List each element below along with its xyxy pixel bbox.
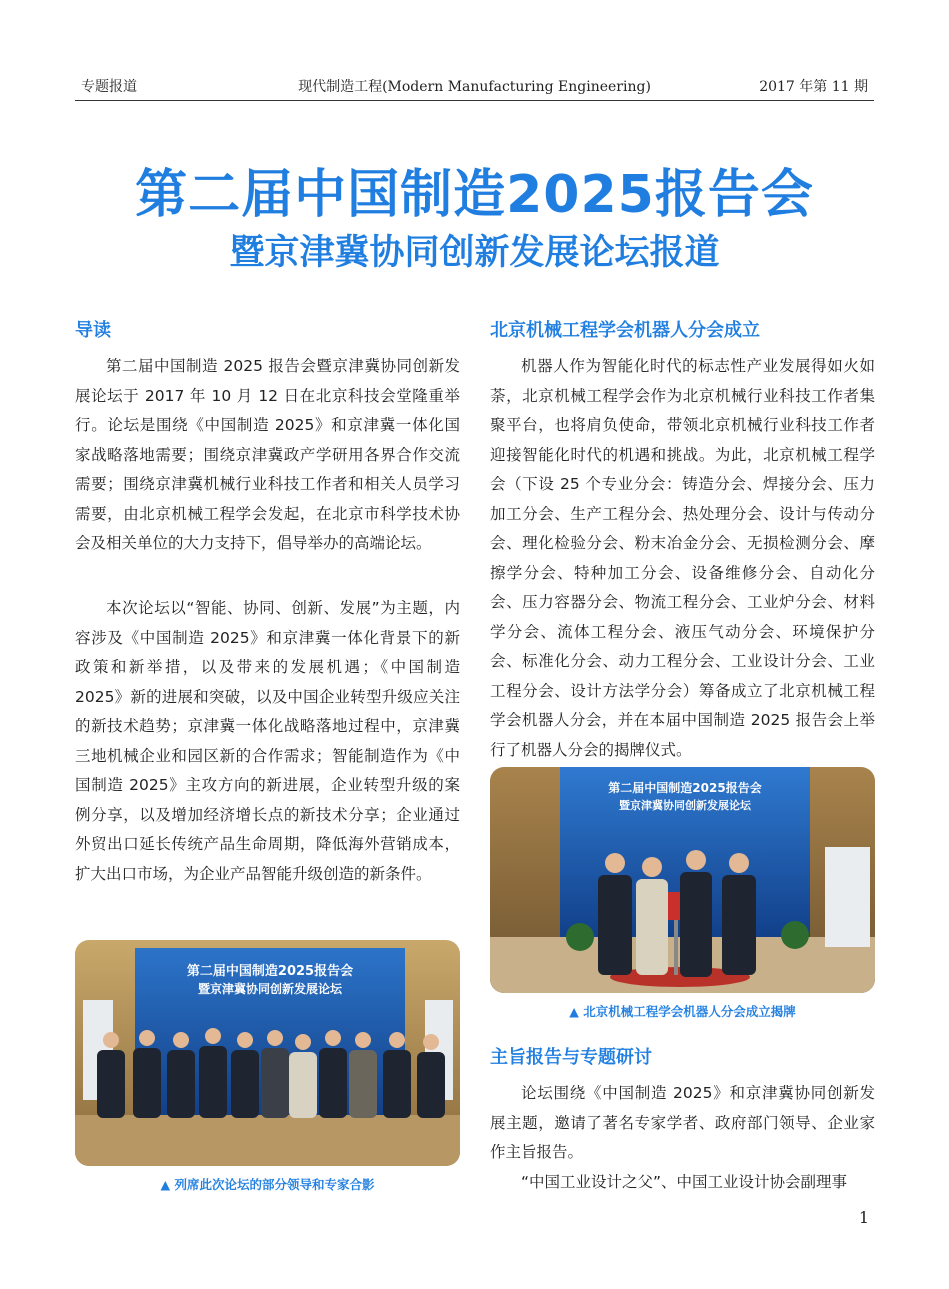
keynote-paragraph-1: 论坛围绕《中国制造 2025》和京津冀协同创新发展主题，邀请了著名专家学者、政府部门领导、企业家作主旨报告。 xyxy=(490,1084,875,1161)
robot-branch-paragraph: 机器人作为智能化时代的标志性产业发展得如火如荼，北京机械工程学会作为北京机械行业科技工作者集聚平台，也将肩负使命，带领北京机械行业科技工作者迎接智能化时代的机遇和挑战。为此，北京机械工程学会（下设 25 个专业分会：铸造分会、焊接分会、压力加工分会、生产工程分会、热处理分会、设计与传动分会、理化检验分会、粉末冶金分会、无损检测分会、摩擦学分会、特种加工分会、设备维修分会、自动化分会、压力容器分会、物流工程分会、工业炉分会、材料学分会、流体工程分会、液压气动分会、环境保护分会、标准化分会、动力工程分会、工业设计分会、工业工程分会、设计方法学分会）筹备成立了北京机械工程学会机器人分会，并在本届中国制造 2025 报告会上举行了机器人分会的揭牌仪式。 xyxy=(490,357,875,759)
running-header xyxy=(75,70,874,101)
intro-paragraph-2: 本次论坛以“智能、协同、创新、发展”为主题，内容涉及《中国制造 2025》和京津冀一体化背景下的新政策和新举措，以及带来的发展机遇；《中国制造 2025》新的进展和突破，以及中国企业转型升级应关注的新技术趋势；京津冀一体化战略落地过程中，京津冀三地机械企业和园区新的合作需求；智能制造作为《中国制造 2025》主攻方向的新进展，企业转型升级的案例分享，以及增加经济增长点的新技术分享；企业通过外贸出口延长传统产品生命周期，降低海外营销成本，扩大出口市场，为企业产品智能升级创造的新条件。 xyxy=(75,599,460,883)
screen-title-line1: 第二届中国制造2025报告会 xyxy=(608,781,762,795)
group-photo xyxy=(75,940,460,1166)
group-photo-caption: ▲ 列席此次论坛的部分领导和专家合影 xyxy=(160,1177,375,1192)
unveiling-photo-caption: ▲ 北京机械工程学会机器人分会成立揭牌 xyxy=(569,1004,796,1019)
screen-title-line2: 暨京津冀协同创新发展论坛 xyxy=(619,799,751,812)
article-subtitle: 暨京津冀协同创新发展论坛报道 xyxy=(229,233,720,273)
section-heading-intro: 导读 xyxy=(75,320,111,341)
article-title: 第二届中国制造2025报告会 xyxy=(135,165,814,225)
header-issue: 2017 年第 11 期 xyxy=(759,79,868,95)
unveiling-photo xyxy=(490,767,875,993)
header-section: 专题报道 xyxy=(81,79,137,95)
header-journal: 现代制造工程(Modern Manufacturing Engineering) xyxy=(298,79,651,95)
intro-paragraph-1: 第二届中国制造 2025 报告会暨京津冀协同创新发展论坛于 2017 年 10 月 12 日在北京科技会堂隆重举行。论坛是围绕《中国制造 2025》和京津冀一体化国家战略落地需要；围绕京津冀政产学研用各界合作交流需要；围绕京津冀机械行业科技工作者和相关人员学习需要，由北京机械工程学会发起，在北京市科学技术协会及相关单位的大力支持下，倡导举办的高端论坛。 xyxy=(75,357,460,552)
keynote-paragraph-2: “中国工业设计之父”、中国工业设计协会副理事 xyxy=(521,1173,848,1191)
section-heading-robot-branch: 北京机械工程学会机器人分会成立 xyxy=(490,320,760,341)
section-heading-keynote: 主旨报告与专题研讨 xyxy=(490,1047,652,1068)
page-number: 1 xyxy=(858,1208,869,1227)
screen-title-line2: 暨京津冀协同创新发展论坛 xyxy=(197,982,343,996)
screen-title-line1: 第二届中国制造2025报告会 xyxy=(186,964,354,979)
